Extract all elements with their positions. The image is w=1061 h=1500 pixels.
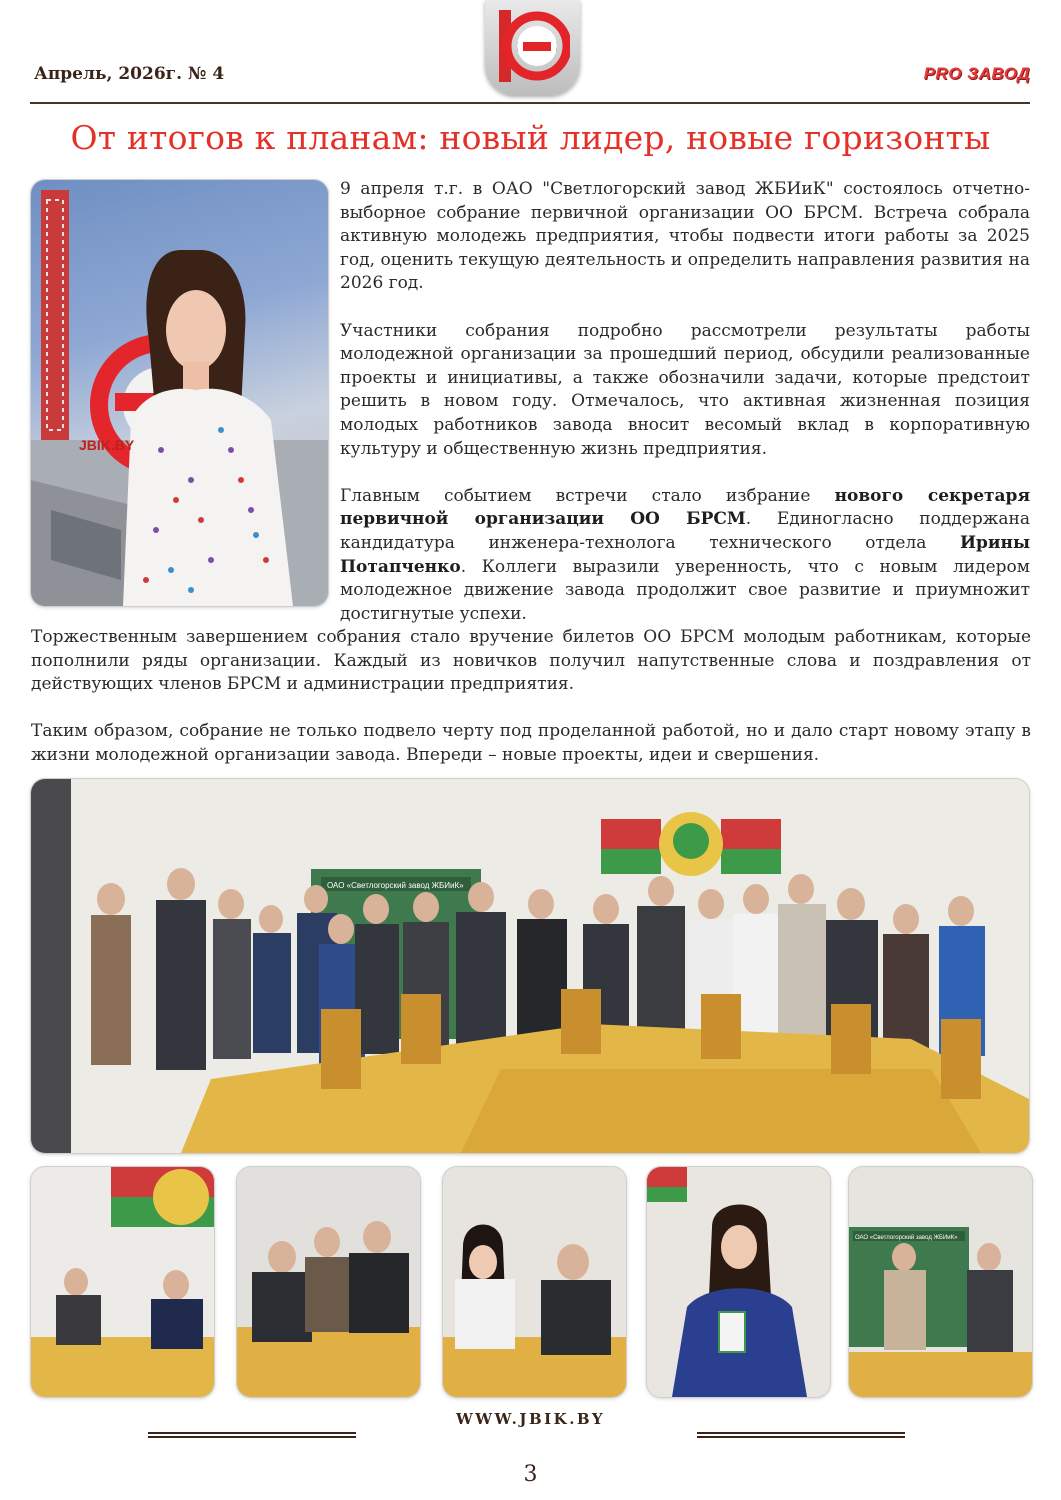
thumb-photo-1 — [31, 1167, 214, 1397]
thumb-photo-4 — [647, 1167, 830, 1397]
brand-mark: PRO ЗАВОД — [923, 64, 1030, 83]
thumb-photo-3 — [443, 1167, 626, 1397]
group-illustration — [31, 779, 1029, 1153]
header-rule — [30, 102, 1030, 104]
website-link[interactable]: WWW.JBIK.BY — [455, 1410, 606, 1428]
issue-date: Апрель, 2026г. № 4 — [34, 64, 225, 84]
highlight-new-secretary: нового секретаря первичной организации ОО БРСМ — [340, 485, 1031, 530]
banner-text: ОАО «Светлогорский завод ЖБИиК» — [327, 881, 464, 890]
paragraph-3: Главным событием встречи стало избрание нового секретаря первичной организации ОО БРСМ. Единогласно поддержана кандидатура инженера-технолога технического отдела Ирины Потапченко. Коллеги выразили уверенность, что с новым лидером молодежное движение завода продолжит свое развитие и приумножит достигнутые успехи. — [340, 485, 1031, 624]
thumb-photo-2 — [237, 1167, 420, 1397]
article-column — [340, 178, 1030, 626]
thumb-photo-5 — [849, 1167, 1032, 1397]
jbik-logo-icon — [495, 6, 570, 86]
page-number: 3 — [523, 1462, 538, 1487]
footer-rule-left — [148, 1432, 356, 1438]
thumb-banner-text: ОАО «Светлогорский завод ЖБИиК» — [855, 1235, 958, 1241]
article-continuation — [31, 626, 1031, 768]
logo-tab — [485, 0, 580, 95]
paragraph-5: Таким образом, собрание не только подвело черту под проделанной работой, но и дало старт новому этапу в жизни молодежной организации завода. Впереди – новые проекты, идеи и свершения. — [31, 721, 1031, 765]
article-headline: От итогов к планам: новый лидер, новые горизонты — [70, 118, 991, 157]
group-photo — [31, 779, 1029, 1153]
highlight-name: Ирины Потапченко — [340, 532, 1030, 577]
paragraph-2: Участники собрания подробно рассмотрели результаты работы молодежной организации за прошедший период, обсудили реализованные проекты и инициативы, а также обозначили задачи, которые предстоит решить в новом году. Отмечалось, что активная жизненная позиция молодых работников завода вносит весомый вклад в корпоративную культуру и общественную жизнь предприятия. — [340, 320, 1030, 459]
footer-rule-right — [697, 1432, 905, 1438]
portrait-watermark: JBIK.BY — [79, 437, 135, 453]
paragraph-4: Торжественным завершением собрания стало вручение билетов ОО БРСМ молодым работникам, которые пополнили ряды организации. Каждый из новичков получил напутственные слова и поздравления от действующих членов БРСМ и администрации предприятия. — [31, 627, 1031, 695]
portrait-illustration — [31, 180, 328, 606]
paragraph-1: 9 апреля т.г. в ОАО "Светлогорский завод ЖБИиК" состоялось отчетно-выборное собрание первичной организации ОО БРСМ. Встреча собрала активную молодежь предприятия, чтобы подвести итоги работы за 2025 год, оценить текущую деятельность и определить направления развития на 2026 год. — [340, 179, 1030, 294]
portrait-photo — [31, 180, 328, 606]
